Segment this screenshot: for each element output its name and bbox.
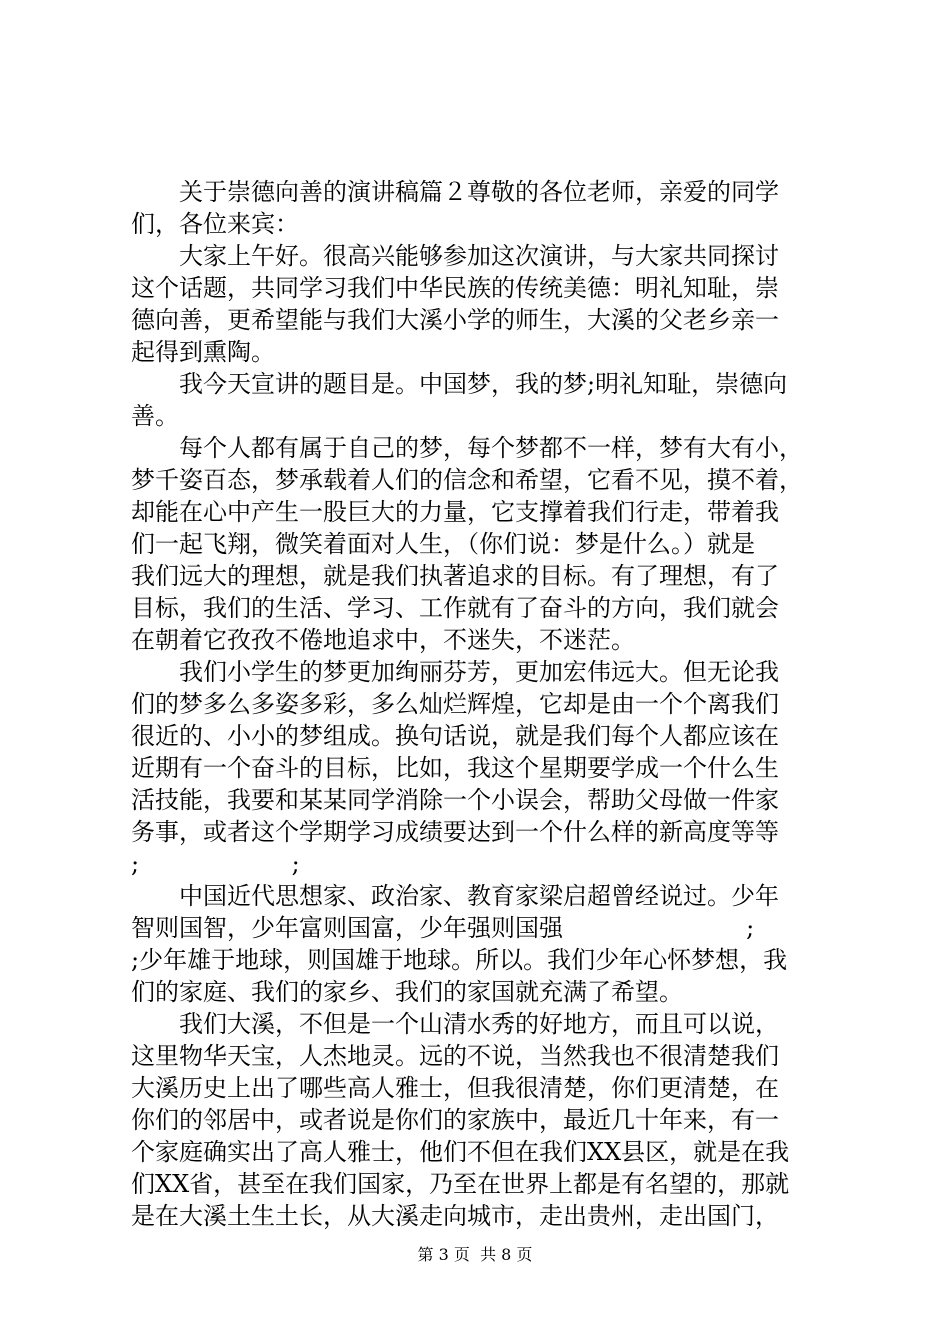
text-line: 智则国智，少年富则国富，少年强则国强 ;	[131, 914, 755, 942]
text-line: 们XX省，甚至在我们国家，乃至在世界上都是有名望的，那就	[131, 1170, 790, 1198]
text-line: 这个话题，共同学习我们中华民族的传统美德：明礼知耻，崇	[131, 274, 779, 302]
text-line: 近期有一个奋斗的目标，比如，我这个星期要学成一个什么生	[131, 754, 779, 782]
text-line: 目标，我们的生活、学习、工作就有了奋斗的方向，我们就会	[131, 594, 779, 622]
text-line: 们，各位来宾：	[131, 210, 299, 238]
text-line: 中国近代思想家、政治家、教育家梁启超曾经说过。少年	[131, 882, 779, 910]
text-line: 个家庭确实出了高人雅士，他们不但在我们XX县区，就是在我	[131, 1138, 790, 1166]
text-line: 我们大溪，不但是一个山清水秀的好地方，而且可以说，	[131, 1010, 779, 1038]
text-line: 很近的、小小的梦组成。换句话说，就是我们每个人都应该在	[131, 722, 779, 750]
text-line: ; ;	[131, 850, 300, 878]
text-line: 却能在心中产生一股巨大的力量，它支撑着我们行走，带着我	[131, 498, 779, 526]
text-line: 务事，或者这个学期学习成绩要达到一个什么样的新高度等等	[131, 818, 779, 846]
text-line: 们的家庭、我们的家乡、我们的家国就充满了希望。	[131, 978, 683, 1006]
text-line: 关于崇德向善的演讲稿篇２尊敬的各位老师，亲爱的同学	[131, 178, 779, 206]
text-line: 起得到熏陶。	[131, 338, 275, 366]
text-line: 我们小学生的梦更加绚丽芬芳，更加宏伟远大。但无论我	[131, 658, 779, 686]
text-line: 在朝着它孜孜不倦地追求中，不迷失，不迷茫。	[131, 626, 635, 654]
text-line: 大家上午好。很高兴能够参加这次演讲，与大家共同探讨	[131, 242, 779, 270]
page-number-footer: 第 3 页 共 8 页	[417, 1245, 533, 1264]
text-line: 活技能，我要和某某同学消除一个小误会，帮助父母做一件家	[131, 786, 779, 814]
text-line: 这里物华天宝，人杰地灵。远的不说，当然我也不很清楚我们	[131, 1042, 779, 1070]
text-line: 善。	[131, 402, 179, 430]
text-line: 们一起飞翔，微笑着面对人生，（你们说：梦是什么。）就是	[131, 530, 755, 558]
document-body	[131, 176, 831, 1232]
text-line: 每个人都有属于自己的梦，每个梦都不一样，梦有大有小，	[131, 434, 803, 462]
text-line: 是在大溪土生土长，从大溪走向城市，走出贵州，走出国门，	[131, 1202, 779, 1230]
text-line: 我今天宣讲的题目是。中国梦，我的梦;明礼知耻，崇德向	[131, 370, 788, 398]
text-line: 你们的邻居中，或者说是你们的家族中，最近几十年来，有一	[131, 1106, 779, 1134]
text-line: 梦千姿百态，梦承载着人们的信念和希望，它看不见，摸不着，	[131, 466, 803, 494]
text-line: 大溪历史上出了哪些高人雅士，但我很清楚，你们更清楚，在	[131, 1074, 779, 1102]
text-line: ;少年雄于地球，则国雄于地球。所以。我们少年心怀梦想，我	[131, 946, 788, 974]
text-line: 德向善，更希望能与我们大溪小学的师生，大溪的父老乡亲一	[131, 306, 779, 334]
text-line: 们的梦多么多姿多彩，多么灿烂辉煌，它却是由一个个离我们	[131, 690, 779, 718]
text-line: 我们远大的理想，就是我们执著追求的目标。有了理想，有了	[131, 562, 779, 590]
